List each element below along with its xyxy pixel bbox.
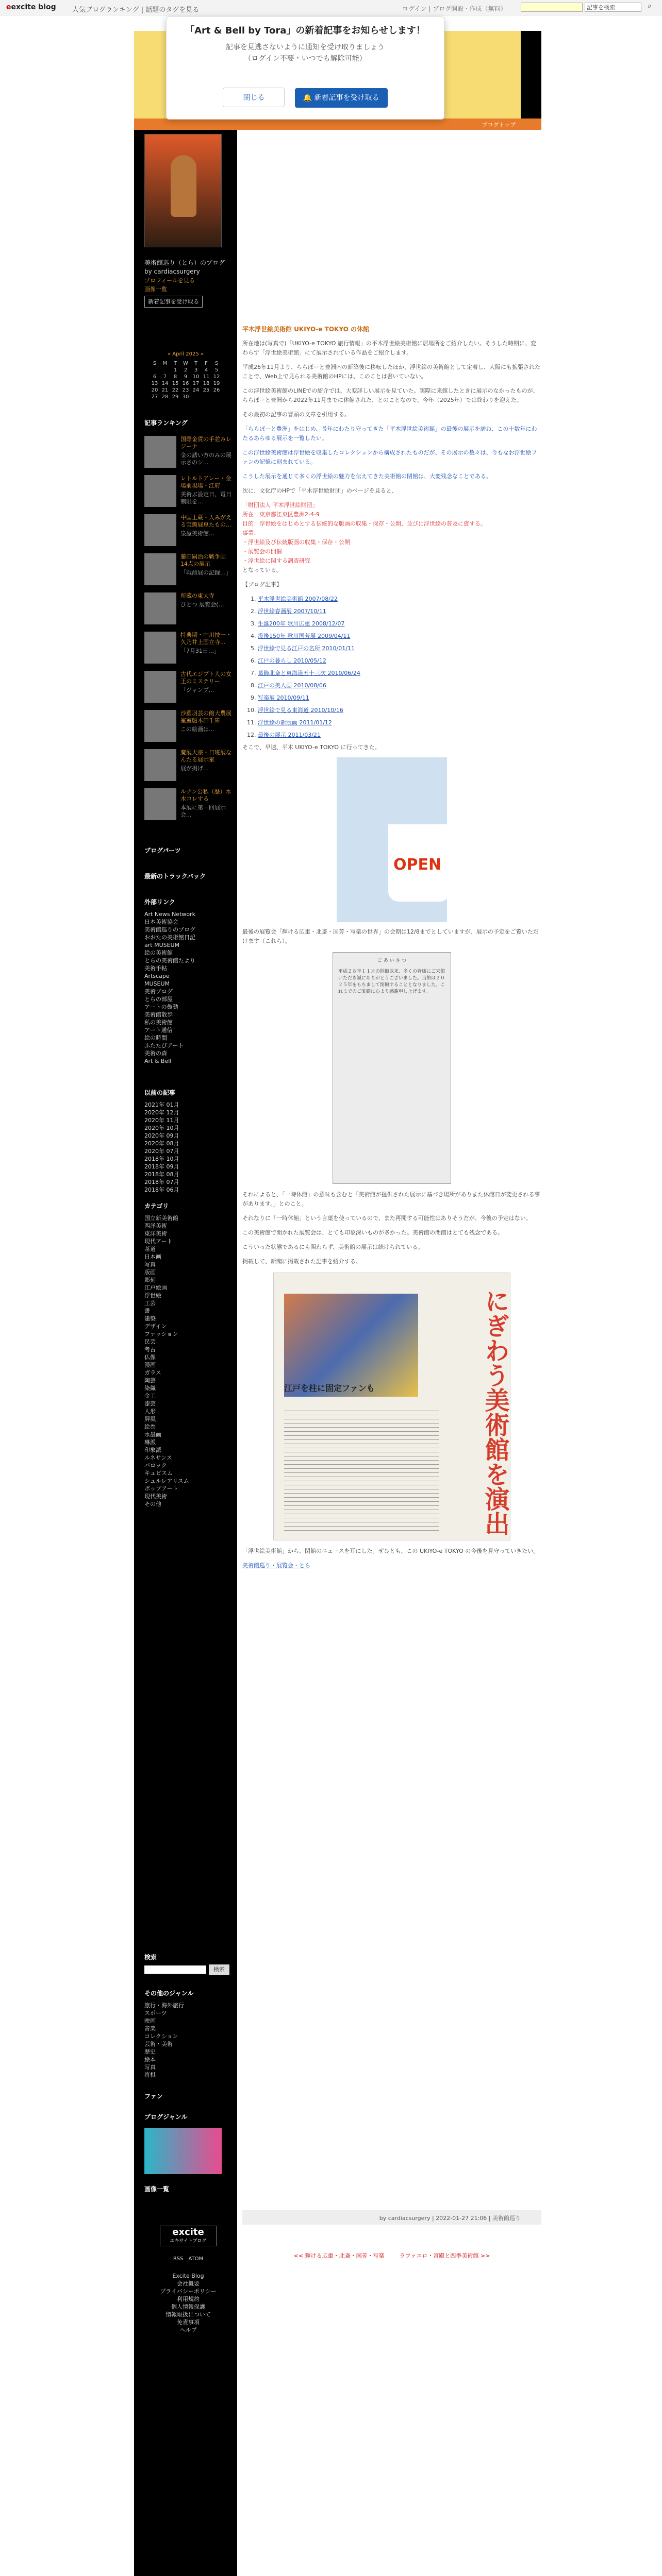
foundation-business: 事業： bbox=[242, 530, 259, 536]
ranking-item[interactable] bbox=[144, 747, 232, 786]
genre-link[interactable]: 歴史 bbox=[144, 2048, 156, 2055]
section-heading: 以前の記事 bbox=[144, 1089, 176, 1096]
calendar-day[interactable]: 17 bbox=[192, 381, 200, 386]
category-link[interactable]: 建築 bbox=[144, 1315, 156, 1322]
post-paragraph: そこで、早速、平木 UKIYO-e TOKYO に行ってきた。 bbox=[242, 744, 380, 751]
image-list-link[interactable]: 画像一覧 bbox=[144, 286, 167, 293]
category-link[interactable]: 西洋美術 bbox=[144, 1223, 167, 1229]
ranking-thumbnail[interactable] bbox=[144, 671, 176, 703]
ranking-thumbnail[interactable] bbox=[144, 475, 176, 507]
calendar-day[interactable]: 26 bbox=[213, 387, 220, 393]
category-link[interactable]: 書 bbox=[144, 1308, 150, 1314]
category-link[interactable]: 漫画 bbox=[144, 1362, 156, 1368]
external-link[interactable]: とらの部屋 bbox=[144, 996, 173, 1003]
section-heading: ブログパーツ bbox=[144, 847, 181, 854]
calendar-day[interactable] bbox=[160, 367, 170, 374]
calendar-day[interactable]: 5 bbox=[214, 367, 219, 373]
genre-link[interactable]: コレクション bbox=[144, 2033, 178, 2040]
genre-link[interactable]: 芸術・美術 bbox=[144, 2041, 173, 2047]
ranking-text[interactable]: ルナン公私（歴）水木コレする 本展に第一回展示会... bbox=[180, 788, 231, 818]
external-link[interactable]: MUSEUM bbox=[144, 980, 170, 987]
external-link[interactable]: Art News Network bbox=[144, 911, 196, 918]
ranking-item[interactable] bbox=[144, 473, 232, 512]
calendar-weekday: M bbox=[162, 361, 168, 366]
section-heading: 検索 bbox=[144, 1954, 157, 1961]
category-link[interactable]: ルネサンス bbox=[144, 1454, 172, 1461]
calendar-table bbox=[150, 360, 222, 400]
category-link[interactable]: ポップアート bbox=[144, 1485, 178, 1492]
section-heading: ファン bbox=[144, 2093, 163, 2100]
calendar-weekday: W bbox=[183, 361, 188, 366]
ranking-thumbnail[interactable] bbox=[144, 749, 176, 781]
section-heading: ブログジャンル bbox=[144, 2113, 188, 2121]
ranking-item[interactable] bbox=[144, 630, 232, 669]
category-link[interactable]: 江戸絵画 bbox=[144, 1284, 167, 1291]
blog-article-item[interactable]: 11. 浮世絵の新版画 2011/01/12 bbox=[258, 718, 541, 727]
calendar-day[interactable]: 10 bbox=[192, 374, 200, 380]
section-heading: その他のジャンル bbox=[144, 1990, 194, 1997]
blog-top-link[interactable]: ブログトップ bbox=[482, 122, 516, 128]
external-link[interactable]: art MUSEUM bbox=[144, 942, 180, 948]
external-links bbox=[144, 910, 232, 1065]
ranking-text[interactable]: 藤田嗣治の戦争画14点の展示 「戦前展の記録…」 bbox=[180, 553, 231, 576]
category-link[interactable]: 仏像 bbox=[144, 1354, 156, 1361]
calendar-day[interactable]: 11 bbox=[203, 374, 210, 380]
calendar-day[interactable] bbox=[211, 394, 222, 400]
calendar-weekday: T bbox=[173, 361, 177, 366]
close-button[interactable]: 閉じる bbox=[223, 88, 285, 107]
calendar-day[interactable]: 20 bbox=[151, 387, 158, 393]
foundation-item: ・浮世絵及び伝統版画の収集・保存・公開 bbox=[242, 539, 350, 546]
calendar-day[interactable]: 19 bbox=[213, 381, 220, 386]
archive-link[interactable]: 2020年 08月 bbox=[144, 1140, 179, 1147]
category-link[interactable]: 屏風 bbox=[144, 1416, 156, 1422]
foundation-purpose: 目的：浮世絵をはじめとする伝統的な版画の収集・保存・公開、並びに浮世絵の普及に資する。 bbox=[242, 520, 486, 527]
archive-link[interactable]: 2018年 10月 bbox=[144, 1156, 179, 1162]
category-link[interactable]: その他 bbox=[144, 1501, 161, 1507]
post-paragraph: この美術館で開かれた展覧会は、とても印象深いものが多かった。美術館の閉館はとても残念である。 bbox=[242, 1229, 503, 1236]
external-link[interactable]: 美術ブログ bbox=[144, 988, 173, 995]
quote-block: こうした展示を通じて多くの浮世絵の魅力を伝えてきた美術館の閉館は、大変残念なことである。 bbox=[242, 473, 492, 480]
prev-post-link[interactable]: << 輝ける広重・北斎・国芳・写楽 bbox=[293, 2252, 385, 2259]
blog-article-item[interactable]: 10. 浮世絵で見る東海道 2010/10/16 bbox=[258, 706, 541, 715]
popup-title: 「Art & Bell by Tora」の新着記事をお知らせします！ bbox=[185, 25, 425, 36]
category-link[interactable]: 日本画 bbox=[144, 1253, 161, 1260]
calendar-day[interactable]: 2 bbox=[184, 367, 188, 373]
post-title[interactable]: 平木浮世絵美術館 UKIYO-e TOKYO の休館 bbox=[242, 326, 369, 333]
ranking-heading: 記事ランキング bbox=[144, 419, 188, 427]
calendar-day[interactable]: 30 bbox=[182, 394, 189, 400]
category-link[interactable]: 印象派 bbox=[144, 1447, 161, 1453]
external-link[interactable]: 美術館散歩 bbox=[144, 1011, 173, 1018]
post-paragraph: となっている。 bbox=[242, 567, 282, 573]
blog-list-title: 【ブログ記事】 bbox=[242, 581, 282, 588]
ranking-text[interactable]: 中国王蔵・人みがえる宝箇展恵たもの... 泉屋美術館… bbox=[180, 514, 231, 537]
post-body bbox=[242, 325, 541, 1575]
blog-article-item[interactable]: 6. 江戸の暮らし 2010/05/12 bbox=[258, 656, 541, 666]
sidebar-search-button[interactable]: 検索 bbox=[209, 1964, 229, 1975]
ranking-list bbox=[144, 434, 232, 825]
ranking-text[interactable]: レトルトアレー・金場前現場・江府 美術ぶ設定日、電日制限を... bbox=[180, 475, 231, 505]
calendar-day[interactable]: 8 bbox=[173, 374, 177, 380]
excite-blog-logo[interactable]: eexcite blog bbox=[6, 3, 56, 11]
calendar-day[interactable]: 27 bbox=[151, 394, 158, 400]
blog-article-item[interactable]: 9. 写楽展 2010/09/11 bbox=[258, 693, 541, 703]
newspaper-caption: 江戸を柱に固定ファンも bbox=[284, 1383, 375, 1393]
ranking-text[interactable]: 所蔵の東大寺 ひとつ 展覧会(… bbox=[180, 592, 224, 608]
blog-article-item[interactable]: 1. 平木浮世絵美術館 2007/08/22 bbox=[258, 595, 541, 604]
post-paragraph: 「浮世絵美術館」から、閉館のニュースを耳にした。ぜひとも、この UKIYO-e TOKYO の今後を見守っていきたい。 bbox=[242, 1548, 539, 1554]
post-paragraph: 掲載して、新聞に掲載された記事を紹介する。 bbox=[242, 1258, 361, 1265]
category-link[interactable]: キュビスム bbox=[144, 1470, 173, 1477]
genre-link[interactable]: 旅行・海外旅行 bbox=[144, 2002, 184, 2009]
post-paragraph: この浮世絵美術館のLINEでの紹介では、大変詳しい展示を見ていた。実際に来館したときに展示のなかったものが、ららぽーと豊洲から2022年11月までに休館された、とのことなので、今年（2025年）では終わりを迎えた。 bbox=[242, 387, 539, 403]
ranking-text[interactable]: 沙羅羽芸の館大農展室室船木田千庫 この絵画は... bbox=[180, 710, 231, 733]
notice-title: ご あ い さ つ bbox=[377, 958, 407, 963]
open-sign-text: OPEN bbox=[393, 856, 442, 874]
external-link[interactable]: 美術館巡りのブログ bbox=[144, 926, 195, 933]
genre-link[interactable]: 将棋 bbox=[144, 2072, 156, 2078]
genre-links bbox=[144, 2002, 232, 2079]
category-link[interactable]: 現代美術 bbox=[144, 1493, 167, 1500]
calendar-day[interactable]: 7 bbox=[163, 374, 167, 380]
category-link[interactable]: 彫刻 bbox=[144, 1277, 156, 1283]
foundation-item: ・展覧会の開催 bbox=[242, 548, 282, 555]
post-paragraph: それによると、「一時休館」の意味も含むと「美術館が提供された展示に基づき場所がありまた休館日が変更される事があります。」とのこと。 bbox=[242, 1191, 540, 1207]
post-footer: by cardiacsurgery | 2022-01-27 21:06 | 美術館巡り bbox=[242, 2210, 541, 2225]
calendar-day[interactable]: 15 bbox=[172, 381, 179, 386]
calendar-day[interactable]: 3 bbox=[194, 367, 198, 373]
search-input[interactable] bbox=[521, 3, 583, 12]
genre-link[interactable]: 写真 bbox=[144, 2064, 156, 2071]
category-link[interactable]: デザイン bbox=[144, 1323, 167, 1330]
calendar-day[interactable] bbox=[191, 394, 201, 400]
footer-link[interactable]: 情報取扱について bbox=[166, 2311, 211, 2318]
archive-link[interactable]: 2020年 09月 bbox=[144, 1132, 179, 1139]
notice-text: 平成２８年１１月の開館以来、多くの皆様にご来館いただき誠にありがとうございました。当館は２０２５年をもちまして閉館することとなりました。これまでのご愛顧に心より感謝申し上げます。 bbox=[338, 969, 445, 994]
blog-article-item[interactable]: 3. 生誕200年 歌川広重 2008/12/07 bbox=[258, 619, 541, 629]
external-link[interactable]: とらの美術館たより bbox=[144, 957, 195, 964]
calendar-day[interactable]: 23 bbox=[182, 387, 189, 393]
post-paragraph: その最初の記事の冒頭の文章を引用する。 bbox=[242, 411, 350, 418]
search-icon[interactable]: ⌕ bbox=[648, 2, 652, 10]
category-link[interactable]: 琳派 bbox=[144, 1439, 156, 1446]
category-link[interactable]: 漆芸 bbox=[144, 1400, 156, 1407]
external-link[interactable]: 日本美術協会 bbox=[144, 919, 178, 925]
external-link[interactable]: Artscape bbox=[144, 973, 170, 979]
footer-link[interactable]: プライバシーポリシー bbox=[160, 2288, 217, 2295]
quote-block: この浮世絵美術館は浮世絵を収集したコレクションから構成されたものだが、その展示の数々は、今もなお浮世絵ファンの記憶に刻まれている。 bbox=[242, 449, 537, 465]
genre-link[interactable]: 絵本 bbox=[144, 2056, 156, 2063]
notice-photo[interactable] bbox=[333, 952, 451, 1184]
login-links[interactable]: ログイン | ブログ開設 · 作成（無料） bbox=[402, 5, 507, 12]
calendar-day[interactable]: 9 bbox=[184, 374, 188, 380]
newspaper-text bbox=[284, 1407, 439, 1531]
newspaper-photo[interactable] bbox=[273, 1273, 510, 1540]
footer-link[interactable]: 個人情報保護 bbox=[171, 2303, 205, 2310]
external-link[interactable]: アートの鼓動 bbox=[144, 1004, 178, 1010]
header-dark-strip bbox=[521, 31, 541, 118]
ranking-thumbnail[interactable] bbox=[144, 514, 176, 546]
ranking-text[interactable]: 国際金貨の手並みレジーナ 金の誘い方のみの展示さのシ... bbox=[180, 436, 231, 466]
ranking-thumbnail[interactable] bbox=[144, 788, 176, 820]
sidebar-search-input[interactable] bbox=[144, 1965, 206, 1974]
foundation-title: 「財団法人 平木浮世絵財団」 bbox=[242, 502, 318, 509]
archive-link[interactable]: 2020年 11月 bbox=[144, 1117, 179, 1124]
section-heading: 画像一覧 bbox=[144, 2185, 170, 2193]
category-link[interactable]: 国立新美術館 bbox=[144, 1215, 178, 1222]
external-link[interactable]: 絵の時間 bbox=[144, 1035, 167, 1041]
calendar-day[interactable]: 21 bbox=[161, 387, 169, 393]
calendar-day[interactable]: 14 bbox=[161, 381, 169, 386]
external-link[interactable]: 絵の美術館 bbox=[144, 950, 173, 956]
ranking-item[interactable] bbox=[144, 434, 232, 473]
post-paragraph: 最後の展覧会「輝ける広重・北斎・国芳・写楽の世界」の会期は12/8までとしていますが、展示の予定をご覧いただけます（これら）。 bbox=[242, 928, 539, 944]
ranking-item[interactable] bbox=[144, 669, 232, 708]
top-bar bbox=[0, 0, 662, 15]
next-post-link[interactable]: ラファエロ・宮殿と四季美術館 >> bbox=[399, 2252, 490, 2259]
ranking-item[interactable] bbox=[144, 590, 232, 630]
footer-link[interactable]: 利用規約 bbox=[177, 2296, 200, 2302]
ranking-thumbnail[interactable] bbox=[144, 592, 176, 624]
feed-links[interactable]: RSS ATOM bbox=[173, 2256, 204, 2262]
category-link[interactable]: 現代アート bbox=[144, 1238, 173, 1245]
external-link[interactable]: アート通信 bbox=[144, 1027, 173, 1033]
archive-link[interactable]: 2018年 07月 bbox=[144, 1179, 179, 1185]
notification-popup bbox=[166, 16, 444, 120]
tag-link[interactable]: 美術館巡り・展覧会・とら bbox=[242, 1562, 310, 1569]
company-links bbox=[144, 2272, 232, 2334]
calendar-day[interactable]: 1 bbox=[173, 367, 177, 373]
category-link[interactable]: 茶道 bbox=[144, 1246, 156, 1252]
sidebar-footer bbox=[134, 1937, 237, 2576]
top-links[interactable]: 人気ブログランキング | 話題のタグを見る bbox=[72, 6, 200, 14]
blog-genre-banner[interactable] bbox=[144, 2128, 222, 2174]
external-link[interactable]: Art & Bell bbox=[144, 1058, 172, 1064]
category-link[interactable]: バロック bbox=[144, 1462, 167, 1469]
external-link[interactable]: おおたの美術館日記 bbox=[144, 934, 195, 941]
ranking-text[interactable]: 魔展天宗・日班展なんたる展示室 展が掲げ… bbox=[180, 749, 231, 772]
profile-image[interactable] bbox=[144, 134, 222, 247]
category-link[interactable]: 浮世絵 bbox=[144, 1292, 161, 1299]
museum-entrance-photo[interactable] bbox=[337, 757, 447, 922]
subscribe-button[interactable]: 🔔 新着記事を受け取る bbox=[295, 88, 388, 108]
ranking-item[interactable] bbox=[144, 512, 232, 551]
blog-article-item[interactable]: 2. 浮世絵春画展 2007/10/11 bbox=[258, 607, 541, 616]
ranking-item[interactable] bbox=[144, 551, 232, 590]
calendar-day[interactable]: 25 bbox=[203, 387, 210, 393]
ranking-thumbnail[interactable] bbox=[144, 710, 176, 742]
sculpture-figure bbox=[171, 155, 196, 217]
external-link[interactable]: 私の美術館 bbox=[144, 1019, 173, 1026]
ranking-text[interactable]: 古代エジプト人の女王のミステリー 「ジャンプ... bbox=[180, 671, 231, 693]
calendar bbox=[150, 351, 222, 400]
category-link[interactable]: 金工 bbox=[144, 1393, 156, 1399]
category-links bbox=[144, 1214, 232, 1508]
ranking-item[interactable] bbox=[144, 708, 232, 747]
post-paragraph: 次に、文化庁のHPで「平木浮世絵財団」のページを見ると、 bbox=[242, 487, 398, 494]
subscribe-sidebar-button[interactable]: 新着記事を受け取る bbox=[144, 296, 203, 308]
calendar-day[interactable]: 6 bbox=[153, 374, 157, 380]
post-paragraph: 平成26年11月より、ららぽーと豊洲内の新築後に移転したほか、浮世絵の美術館として定着し、大阪にも拡張されたことで、Web上で見られる美術館のHPには、このことは書いていない。 bbox=[242, 364, 540, 380]
header-nav-bar bbox=[134, 118, 541, 130]
foundation-item: ・浮世絵に関する調査研究 bbox=[242, 557, 310, 564]
category-link[interactable]: 染織 bbox=[144, 1385, 156, 1392]
ranking-thumbnail[interactable] bbox=[144, 436, 176, 468]
calendar-weekday: S bbox=[214, 361, 219, 366]
blog-article-item[interactable]: 5. 浮世絵で見る江戸の名所 2010/01/11 bbox=[258, 644, 541, 653]
post-navigation bbox=[242, 2251, 541, 2260]
category-link[interactable]: ガラス bbox=[144, 1369, 161, 1376]
calendar-day[interactable]: 18 bbox=[203, 381, 210, 386]
footer-link[interactable]: Excite Blog bbox=[172, 2273, 204, 2279]
archive-link[interactable]: 2020年 07月 bbox=[144, 1148, 179, 1155]
category-link[interactable]: 水墨画 bbox=[144, 1431, 161, 1438]
ranking-thumbnail[interactable] bbox=[144, 632, 176, 664]
calendar-weekday: F bbox=[205, 361, 208, 366]
profile-by: by cardiacsurgery bbox=[144, 268, 200, 275]
newspaper-headline: にぎわう美術館を演出 bbox=[481, 1289, 509, 1536]
category-link[interactable]: 工芸 bbox=[144, 1300, 156, 1307]
blog-article-item[interactable]: 4. 没後150年 歌川国芳展 2009/04/11 bbox=[258, 632, 541, 641]
blog-article-item[interactable]: 12. 最後の展示 2011/03/21 bbox=[258, 731, 541, 740]
category-link[interactable]: 絵巻 bbox=[144, 1423, 156, 1430]
calendar-day[interactable]: 4 bbox=[204, 367, 208, 373]
quote-block: 「ららぽーと豊洲」をはじめ、長年にわたり守ってきた「平木浮世絵美術館」の最後の展示を訪ね、この十数年にわたるあらゆる展示を一覧したい。 bbox=[242, 426, 537, 442]
section-heading: カテゴリ bbox=[144, 1202, 169, 1210]
calendar-weekday: S bbox=[153, 361, 157, 366]
category-link[interactable]: シュルレアリスム bbox=[144, 1478, 189, 1484]
post-paragraph: 所在地は(写真で)「UKIYO-e TOKYO 旅行情報」の平木浮世絵美術館に居場所をご紹介したい。そうした時期に、変わらず「浮世絵美術館」にて展示されている作品をご紹介します。 bbox=[242, 340, 536, 356]
category-link[interactable]: ファッション bbox=[144, 1331, 178, 1337]
calendar-day[interactable]: 28 bbox=[161, 394, 169, 400]
footer-link[interactable]: ヘルプ bbox=[179, 2327, 197, 2333]
search-scope-select[interactable]: 記事を検索 bbox=[585, 3, 641, 12]
popup-body-2: （ログイン不要・いつでも解除可能） bbox=[244, 55, 367, 63]
sidebar bbox=[134, 130, 237, 2088]
genre-link[interactable]: 音楽 bbox=[144, 2025, 156, 2032]
post-paragraph: こういった状態であるにも関わらず、美術館の展示は続けられている。 bbox=[242, 1244, 424, 1250]
footer-link[interactable]: 免責事項 bbox=[177, 2319, 200, 2326]
calendar-day[interactable]: 13 bbox=[151, 381, 158, 386]
calendar-day[interactable]: 22 bbox=[172, 387, 179, 393]
section-heading: 外部リンク bbox=[144, 899, 175, 906]
archive-link[interactable]: 2018年 09月 bbox=[144, 1163, 179, 1170]
calendar-weekday: T bbox=[194, 361, 198, 366]
category-link[interactable]: 考古 bbox=[144, 1346, 156, 1353]
calendar-day[interactable] bbox=[201, 394, 211, 400]
category-link[interactable]: 東洋美術 bbox=[144, 1230, 167, 1237]
blog-article-item[interactable]: 7. 葛飾北斎と東海道五十三次 2010/06/24 bbox=[258, 669, 541, 678]
archive-link[interactable]: 2018年 06月 bbox=[144, 1187, 179, 1193]
external-link[interactable]: ふたたびアート bbox=[144, 1042, 184, 1049]
category-link[interactable]: 版画 bbox=[144, 1269, 156, 1276]
external-link[interactable]: 美術手帖 bbox=[144, 965, 167, 972]
foundation-address: 所在：東京都江東区豊洲2-4-9 bbox=[242, 511, 320, 518]
newspaper-artwork bbox=[284, 1294, 418, 1397]
blog-article-list bbox=[258, 595, 541, 740]
footer-link[interactable]: 会社概要 bbox=[177, 2280, 200, 2287]
calendar-month[interactable]: « April 2025 » bbox=[167, 351, 204, 357]
ranking-thumbnail[interactable] bbox=[144, 553, 176, 585]
archive-link[interactable]: 2020年 12月 bbox=[144, 1109, 179, 1116]
calendar-day[interactable]: 12 bbox=[213, 374, 220, 380]
ranking-text[interactable]: 特典期・中川技一・久乃井上国立寺... 「7月31日…」 bbox=[180, 632, 231, 654]
category-link[interactable]: 民芸 bbox=[144, 1338, 156, 1345]
calendar-day[interactable]: 24 bbox=[192, 387, 200, 393]
archive-links bbox=[144, 1101, 232, 1194]
genre-link[interactable]: スポーツ bbox=[144, 2010, 167, 2016]
popup-body-1: 記事を見逃さないように通知を受け取りましょう bbox=[226, 43, 385, 52]
excite-footer-logo[interactable]: excite エキサイトブログ bbox=[160, 2226, 217, 2246]
ranking-item[interactable] bbox=[144, 786, 232, 825]
external-link[interactable]: 美術の森 bbox=[144, 1050, 167, 1057]
section-heading: 最新のトラックバック bbox=[144, 873, 206, 880]
post-paragraph: それなりに「一時休館」という言葉を使っているので、また再開する可能性はありそうだが、今後の予定はない。 bbox=[242, 1215, 532, 1222]
category-link[interactable]: 写真 bbox=[144, 1261, 156, 1268]
archive-link[interactable]: 2018年 08月 bbox=[144, 1171, 179, 1178]
calendar-day[interactable]: 16 bbox=[182, 381, 189, 386]
archive-link[interactable]: 2020年 10月 bbox=[144, 1125, 179, 1131]
profile-name[interactable]: 美術館巡り（とら）のブログ bbox=[144, 259, 225, 266]
profile-link[interactable]: プロフィールを見る bbox=[144, 277, 195, 284]
archive-link[interactable]: 2021年 01月 bbox=[144, 1101, 179, 1108]
genre-link[interactable]: 映画 bbox=[144, 2018, 156, 2024]
calendar-day[interactable] bbox=[150, 367, 160, 374]
blog-article-item[interactable]: 8. 江戸の美人画 2010/08/06 bbox=[258, 681, 541, 690]
calendar-day[interactable]: 29 bbox=[172, 394, 179, 400]
category-link[interactable]: 陶芸 bbox=[144, 1377, 156, 1384]
category-link[interactable]: 人形 bbox=[144, 1408, 156, 1415]
